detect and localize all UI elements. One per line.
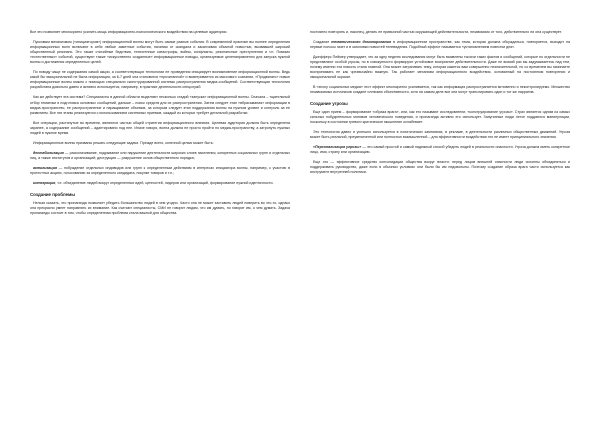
term-lead: интеграция	[33, 181, 56, 186]
paragraph	[310, 40, 570, 50]
left-column	[30, 30, 290, 404]
paragraph	[310, 145, 570, 155]
paragraph: Еще один прием – формирование «образа врага», или, как его называют исследователи, «конструирование угрозы». Страх является одним из самых сильных побудительных мотивов человеческого поведения, и пропаганда активно его использует. Запуганные люди легче поддаются манипуляции, поскольку в состоянии тревоги критическое мышление ослабевает.	[310, 109, 570, 125]
right-column	[310, 30, 570, 404]
term-text: в информационном пространстве, как тема, которая должна обсуждаться, повторяется, выходит на первые полосы газет и в заголовки новостей телевидения. Подобный эффект называется «установлением повестки дня».	[310, 40, 570, 50]
paragraph: Как же действует эта система? Специалисты в данной области выделяют несколько стадий «запуска» информационной волны. Сначала – тщательный отбор тематики и подготовка основных сообщений, дальше – поиск средств для их распространения. Затем следует этап «вбрасывания» информации в медиа-пространство, ее распространение и наращивание объемов, за которым следует этап поддержания волны на нужном уровне и контроль за ее развитием. Все эти этапы реализуются с использованием системных приемов, каждый из которых требует детальной разработки.	[30, 95, 290, 115]
term-text: — расколачивание, подрывание или нарушение деятельности широких слоев населения, конкретных социальных групп и отдельных лиц, а также институтов и организаций; деструкция — разрушение основ общественного порядка;	[30, 150, 290, 160]
term-lead: дестабилизация	[33, 150, 64, 155]
paragraph: По поводу чаще не содержания самой акции, а соответствующих технологии ее проведения инициирует возникновение информационной волны. Ведь какой бы эмоциональной не была информация, за 6-7 дней она становится «прочитанной» и выветривается из массового сознания. «Продвигать» новые информационные волны можно с помощью специально сконструированной системы распространения медиа-сообщений. Соответствующая технология разработана довольно давно и активно используется, например, в практике деятельности спецслужб.	[30, 70, 290, 90]
paragraph	[30, 166, 290, 176]
term-text: — побуждение отдельных индивидов или групп к определенным действиям в интересах инициатора волны, например, к участию в протестных акциях, голосованию за определенного кандидата, покупке товаров и т.п.;	[30, 165, 290, 175]
paragraph: Информационные волны призваны решать следующие задачи. Прежде всего, конечной целью может быть:	[33, 140, 214, 145]
term-text: , т.е. объединение людей вокруг определенных идей, ценностей, лидеров или организаций, формирование нужной идентичности.	[55, 181, 274, 186]
term-lead: тематического доминирования	[331, 40, 392, 45]
paragraph: Джефферс Пеймер утверждает, что за одну неделю исследования могут быть выявлены тысячи таких фактов и сообщений, которые по отдельности не представляют особой угрозы, но в совокупности формируют устойчивое восприятие действительности. Даже не всякий раз вы задумываетесь над тем, почему именно эта новость стала главной. Она может затрагивать тему, которая кажется вам совершенно незначительной, но со временем вы начинаете воспринимать ее как чрезвычайно важную. Так работает механизм информационного воздействия, основанный на постоянном повторении и эмоциональной окраске.	[310, 55, 570, 80]
paragraph: Пусковым механизмом («инициатором») информационной волны могут быть самые разные события. В современной практике вы полнее определения информационных волн включают в себя любые заметные события, начиная от скандала и заканчивая обычной новостью, вызвавшей широкий общественный резонанс. Это также стихийные бедствия, техногенные катастрофы, войны, конфликты, резонансные преступления и т.п. Помимо «естественных» событий, существуют также «искусственно созданные» информационные поводы, организуемые целенаправленно для запуска нужной волны и достижения определенных целей.	[30, 40, 290, 65]
paragraph: Еще это — эффективное средство консолидации общества вокруг власти: перед лицом внешней опасности люди склонны объединяться и поддерживать руководство, даже если в обычных условиях они были бы им недовольны. Поэтому создание образа врага часто используется как инструмент внутренней политики.	[310, 160, 570, 175]
paragraph	[30, 151, 290, 161]
paragraph: Все операции, растянутые во времени, являются частью общей стратегии информационного влияния. Целевая аудитория должна быть определена заранее, а содержание сообщений – адаптировано под нее. Иначе говоря, волна должна не просто пройти по медиа-пространству, а затронуть нужных людей в нужное время.	[30, 120, 290, 135]
term-lead: активизация	[33, 165, 58, 170]
section-heading: Создание угрозы	[310, 101, 348, 107]
section-heading: Создание проблемы	[30, 192, 75, 198]
paragraph: Это технология давно и успешно используется в политических кампаниях, в рекламе, в деятельности различных общественных движений. Угроза может быть реальной, преувеличенной или полностью вымышленной – для эффективности воздействия это не имеет принципиального значения.	[310, 130, 570, 140]
paragraph: Все это позволяет многократно усилить мощь информационно-психологического воздействия на целевые аудитории.	[30, 30, 228, 34]
term-text: — это самый простой и самый надежный способ убедить людей в реальности опасности. Угроза должна иметь конкретное лицо, имя, страну или организацию.	[310, 145, 570, 155]
paragraph: В «эпоху социальных медиа» этот эффект многократно усиливается, так как информация распространяется мгновенно и неконтролируемо. Множество независимых источников создают иллюзию объективности, хотя на самом деле все они могут транслировать один и тот же нарратив.	[310, 85, 570, 95]
paragraph: Нельзя сказать, что пропаганда позволяет убедить большинство людей в чем угодно. Часто она не может заставить людей поверить во что-то, однако она прекрасно умеет направлять их внимание. Как считают специалисты, СМИ не говорят людям, что им думать, но говорят им, о чем думать. Задача пропаганды состоит в том, чтобы определенная проблема стала важной для общества.	[30, 200, 290, 215]
paragraph: постоянно повторять и, наконец, делать ее привычной частью окружающей действительности, независимо от того, действительно ли она существует.	[310, 30, 562, 34]
text-prefix: Создание	[313, 40, 332, 45]
paragraph	[30, 181, 290, 186]
term-lead: «Персонализация угрозы»	[313, 145, 362, 150]
